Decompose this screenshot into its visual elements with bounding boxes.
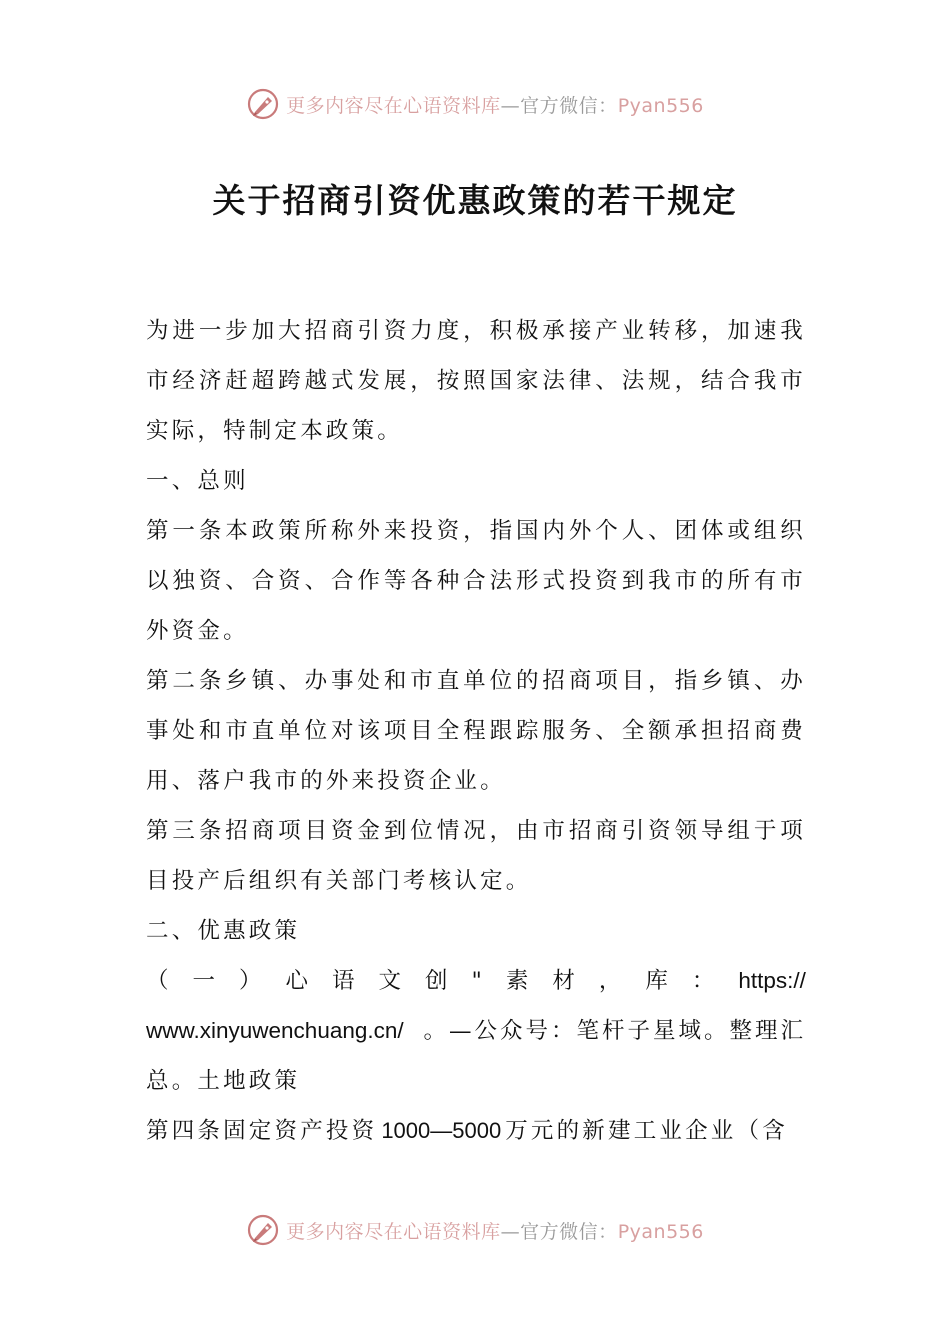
header-watermark bbox=[0, 86, 950, 122]
subsection-1-line-1: （ 一 ） 心 语 文 创 " 素 材 ， 库 ： https:// bbox=[146, 956, 806, 1006]
website-link: www.xinyuwenchuang.cn/ bbox=[146, 1018, 404, 1043]
intro-paragraph: 为进一步加大招商引资力度，积极承接产业转移，加速我市经济赶超跨越式发展，按照国家法律、法规，结合我市实际，特制定本政策。 bbox=[146, 318, 806, 444]
document-body bbox=[146, 306, 806, 1156]
footer-watermark bbox=[0, 1212, 950, 1248]
watermark-text: 更多内容尽在心语资料库—官方微信：Pyan556 bbox=[286, 94, 704, 117]
url-prefix: https:// bbox=[738, 968, 806, 993]
article-3: 第三条招商项目资金到位情况，由市招商引资领导组于项目投产后组织有关部门考核认定。 bbox=[146, 818, 806, 894]
pen-nib-logo-icon bbox=[246, 87, 280, 121]
article-1: 第一条本政策所称外来投资，指国内外个人、团体或组织以独资、合资、合作等各种合法形式投资到我市的所有市外资金。 bbox=[146, 518, 806, 644]
watermark-text: 更多内容尽在心语资料库—官方微信：Pyan556 bbox=[286, 1220, 704, 1243]
subsection-1-line-2: www.xinyuwenchuang.cn/ 。—公众号：笔杆子星域。整理汇 bbox=[146, 1006, 806, 1056]
document-title: 关于招商引资优惠政策的若干规定 bbox=[212, 181, 738, 220]
section-heading-policies: 二、优惠政策 bbox=[146, 918, 301, 944]
subsection-1-line-3: 总。土地政策 bbox=[146, 1068, 301, 1094]
article-2: 第二条乡镇、办事处和市直单位的招商项目，指乡镇、办事处和市直单位对该项目全程跟踪服务、全额承担招商费用、落户我市的外来投资企业。 bbox=[146, 668, 806, 794]
article-4: 第四条固定资产投资 1000—5000 万元的新建工业企业（含 bbox=[146, 1118, 788, 1144]
pen-nib-logo-icon bbox=[246, 1213, 280, 1247]
section-heading-general: 一、总则 bbox=[146, 468, 249, 494]
